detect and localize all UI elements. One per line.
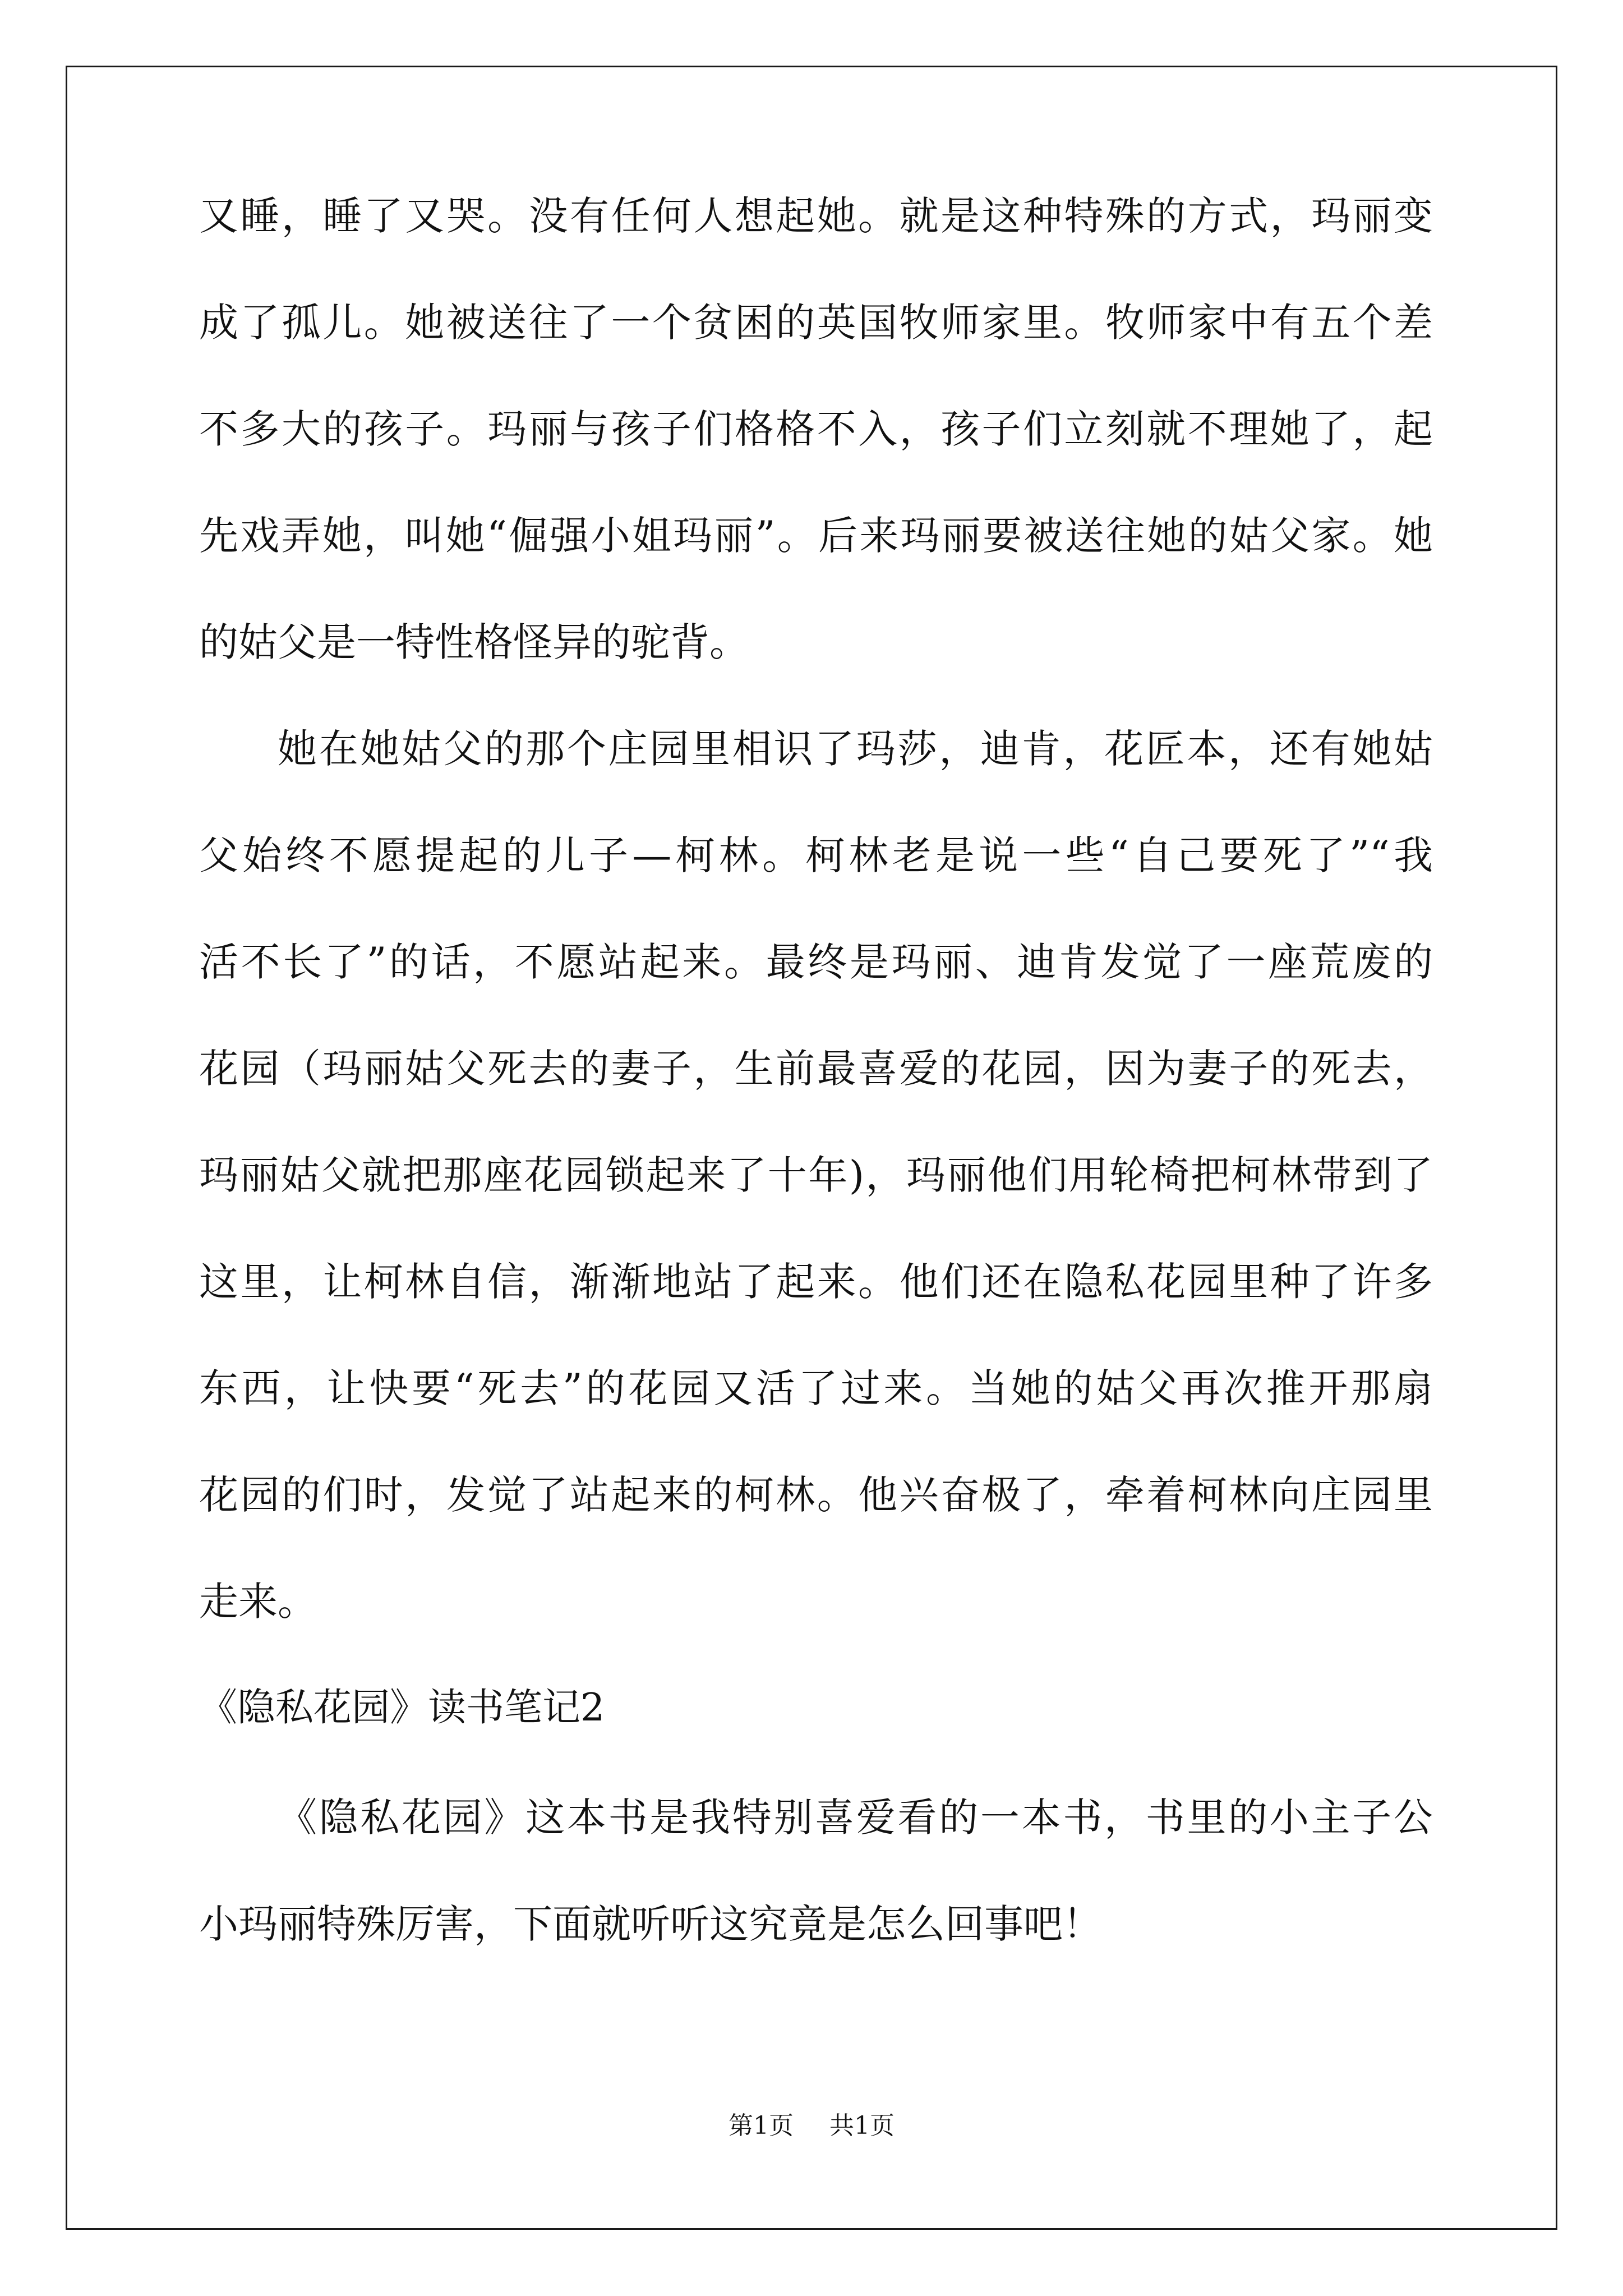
page-number: 第1页: [728, 2111, 794, 2140]
paragraph-2-line-4: 花园（玛丽姑父死去的妻子，生前最喜爱的花园，因为妻子的死去，: [199, 1046, 1433, 1092]
paragraph-2-line-5: 玛丽姑父就把那座花园锁起来了十年)，玛丽他们用轮椅把柯林带到了: [199, 1152, 1433, 1198]
page-footer: [0, 2109, 1623, 2143]
paragraph-2-line-8: 花园的们时，发觉了站起来的柯林。他兴奋极了，牵着柯林向庄园里: [199, 1472, 1433, 1518]
paragraph-1-line-1: 又睡，睡了又哭。没有任何人想起她。就是这种特殊的方式，玛丽变: [199, 193, 1433, 239]
paragraph-2-line-6: 这里，让柯林自信，渐渐地站了起来。他们还在隐私花园里种了许多: [199, 1259, 1433, 1305]
paragraph-1-line-5: 的姑父是一特性格怪异的驼背。: [199, 619, 749, 665]
page-total: 共1页: [829, 2111, 895, 2140]
section-heading: 《隐私花园》读书笔记2: [199, 1686, 605, 1730]
paragraph-3-line-1: 《隐私花园》这本书是我特别喜爱看的一本书，书里的小主子公: [278, 1795, 1433, 1841]
paragraph-1-line-3: 不多大的孩子。玛丽与孩子们格格不入，孩子们立刻就不理她了，起: [199, 406, 1433, 452]
paragraph-2-line-9: 走来。: [199, 1579, 317, 1625]
paragraph-2-line-3: 活不长了”的话，不愿站起来。最终是玛丽、迪肯发觉了一座荒废的: [199, 939, 1433, 985]
paragraph-2-line-7: 东西，让快要“死去”的花园又活了过来。当她的姑父再次推开那扇: [199, 1365, 1433, 1411]
paragraph-1-line-2: 成了孤儿。她被送往了一个贫困的英国牧师家里。牧师家中有五个差: [199, 300, 1433, 346]
paragraph-1-line-4: 先戏弄她，叫她“倔强小姐玛丽”。后来玛丽要被送往她的姑父家。她: [199, 513, 1433, 559]
paragraph-3-line-2: 小玛丽特殊厉害，下面就听听这究竟是怎么回事吧！: [199, 1901, 1102, 1947]
paragraph-2-line-1: 她在她姑父的那个庄园里相识了玛莎，迪肯，花匠本，还有她姑: [278, 726, 1433, 772]
paragraph-2-line-2: 父始终不愿提起的儿子—柯林。柯林老是说一些“自己要死了”“我: [199, 832, 1433, 878]
